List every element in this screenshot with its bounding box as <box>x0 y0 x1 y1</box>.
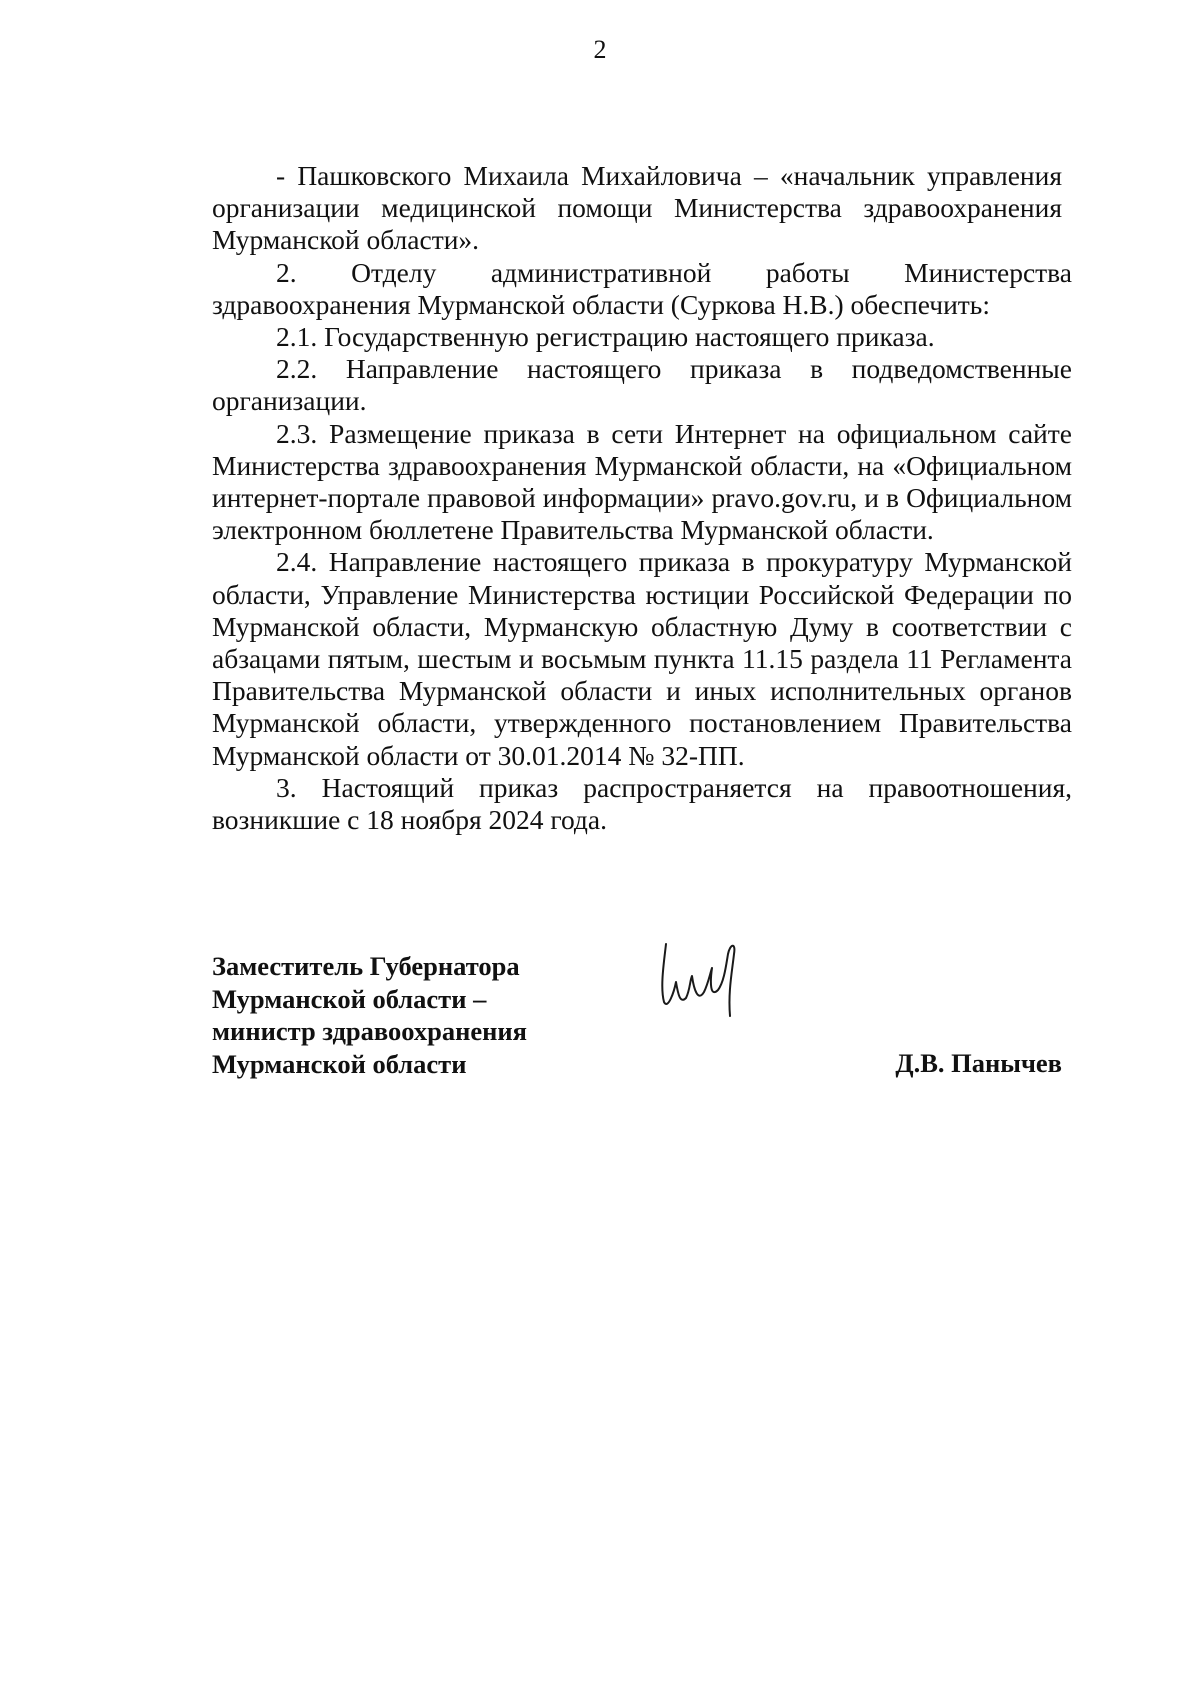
paragraph-item-2-4: 2.4. Направление настоящего приказа в прокуратуру Мурманской области, Управление Министерства юстиции Российской Федерации по Мурманской области, Мурманскую областную Думу в соответствии с абзацами пятым, шестым и восьмым пункта 11.15 раздела 11 Регламента Правительства Мурманской области и иных исполнительных органов Мурманской области, утвержденного постановлением Правительства Мурманской области от 30.01.2014 № 32-ПП. <box>212 546 1072 771</box>
handwritten-signature <box>652 932 748 1028</box>
signature-block <box>212 950 1072 1080</box>
signatory-name: Д.В. Панычев <box>895 1048 1062 1078</box>
paragraph-item-2: 2. Отделу административной работы Министерства здравоохранения Мурманской области (Суркова Н.В.) обеспечить: <box>212 256 1072 320</box>
signatory-title-line: министр здравоохранения <box>212 1016 527 1046</box>
signatory-title <box>212 950 527 1080</box>
signatory-title-line: Мурманской области – <box>212 983 487 1014</box>
paragraph-item-2-3: 2.3. Размещение приказа в сети Интернет на официальном сайте Министерства здравоохранения Мурманской области, на «Официальном интернет-портале правовой информации» pravo.gov.ru, и в Официальном электронном бюллетене Правительства Мурманской области. <box>212 417 1072 546</box>
paragraph-item-2-2: 2.2. Направление настоящего приказа в подведомственные организации. <box>212 353 1072 417</box>
paragraph-appointment: - Пашковского Михаила Михайловича – «начальник управления организации медицинской помощи Министерства здравоохранения Мурманской области». <box>212 160 1062 256</box>
document-body <box>212 160 1072 836</box>
page-number: 2 <box>593 35 607 64</box>
signatory-title-line: Мурманской области <box>212 1048 467 1079</box>
signatory-title-line: Заместитель Губернатора <box>212 951 520 981</box>
paragraph-item-2-1: 2.1. Государственную регистрацию настоящего приказа. <box>276 321 935 353</box>
paragraph-item-3: 3. Настоящий приказ распространяется на правоотношения, возникшие с 18 ноября 2024 года. <box>212 771 1072 836</box>
